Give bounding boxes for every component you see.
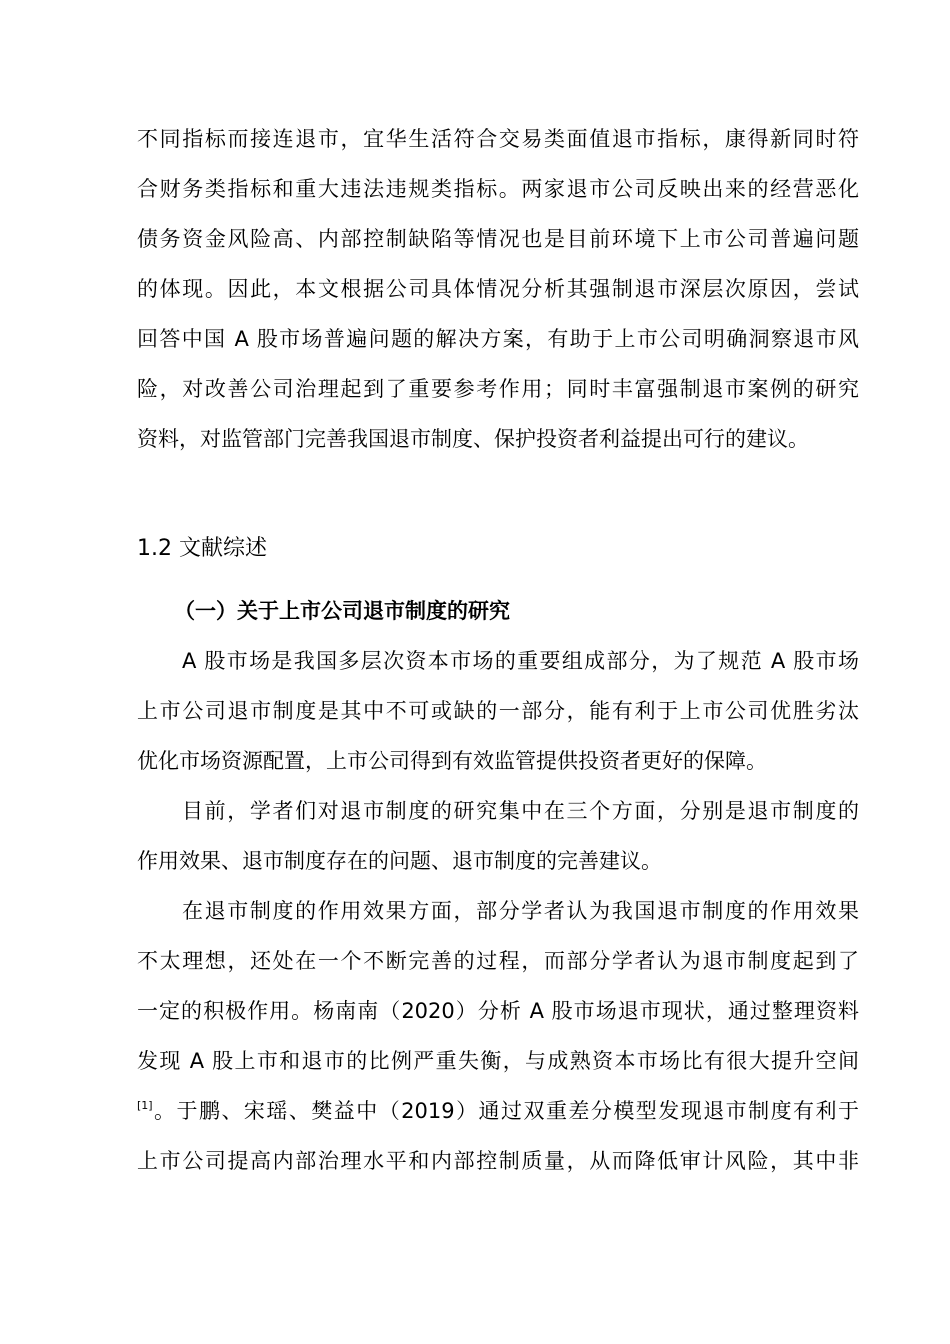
paragraph-line-with-citation	[137, 1096, 859, 1126]
paragraph-line: 不同指标而接连退市，宜华生活符合交易类面值退市指标，康得新同时符	[137, 127, 859, 151]
paragraph-line: 发现 A 股上市和退市的比例严重失衡，与成熟资本市场比有很大提升空间	[137, 1049, 859, 1073]
paragraph-line: 资料，对监管部门完善我国退市制度、保护投资者利益提出可行的建议。	[137, 427, 809, 451]
paragraph-line: 一定的积极作用。杨南南（2020）分析 A 股市场退市现状，通过整理资料	[137, 999, 859, 1023]
paragraph-line: 合财务类指标和重大违法违规类指标。两家退市公司反映出来的经营恶化	[137, 177, 859, 201]
paragraph-line: 目前，学者们对退市制度的研究集中在三个方面，分别是退市制度的	[182, 799, 859, 823]
paragraph-line: 险，对改善公司治理起到了重要参考作用；同时丰富强制退市案例的研究	[137, 377, 859, 401]
paragraph-line: 上市公司提高内部治理水平和内部控制质量，从而降低审计风险，其中非	[137, 1149, 859, 1173]
paragraph-line: 回答中国 A 股市场普遍问题的解决方案，有助于上市公司明确洞察退市风	[137, 327, 859, 351]
paragraph-line: 不太理想，还处在一个不断完善的过程，而部分学者认为退市制度起到了	[137, 949, 859, 973]
paragraph-line: A 股市场是我国多层次资本市场的重要组成部分，为了规范 A 股市场	[182, 649, 859, 673]
paragraph-line: 上市公司退市制度是其中不可或缺的一部分，能有利于上市公司优胜劣汰	[137, 699, 859, 723]
paragraph-line: 的体现。因此，本文根据公司具体情况分析其强制退市深层次原因，尝试	[137, 277, 859, 301]
citation-mark[interactable]: [1]	[137, 1099, 153, 1112]
paragraph-line: 债务资金风险高、内部控制缺陷等情况也是目前环境下上市公司普遍问题	[137, 227, 859, 251]
paragraph-line: 作用效果、退市制度存在的问题、退市制度的完善建议。	[137, 849, 662, 873]
subsection-heading: （一）关于上市公司退市制度的研究	[174, 599, 510, 623]
paragraph-text: 。于鹏、宋瑶、樊益中（2019）通过双重差分模型发现退市制度有利于	[152, 1099, 859, 1123]
paragraph-line: 优化市场资源配置，上市公司得到有效监管提供投资者更好的保障。	[137, 749, 767, 773]
section-heading: 1.2 文献综述	[137, 536, 267, 561]
paragraph-line: 在退市制度的作用效果方面，部分学者认为我国退市制度的作用效果	[182, 899, 859, 923]
